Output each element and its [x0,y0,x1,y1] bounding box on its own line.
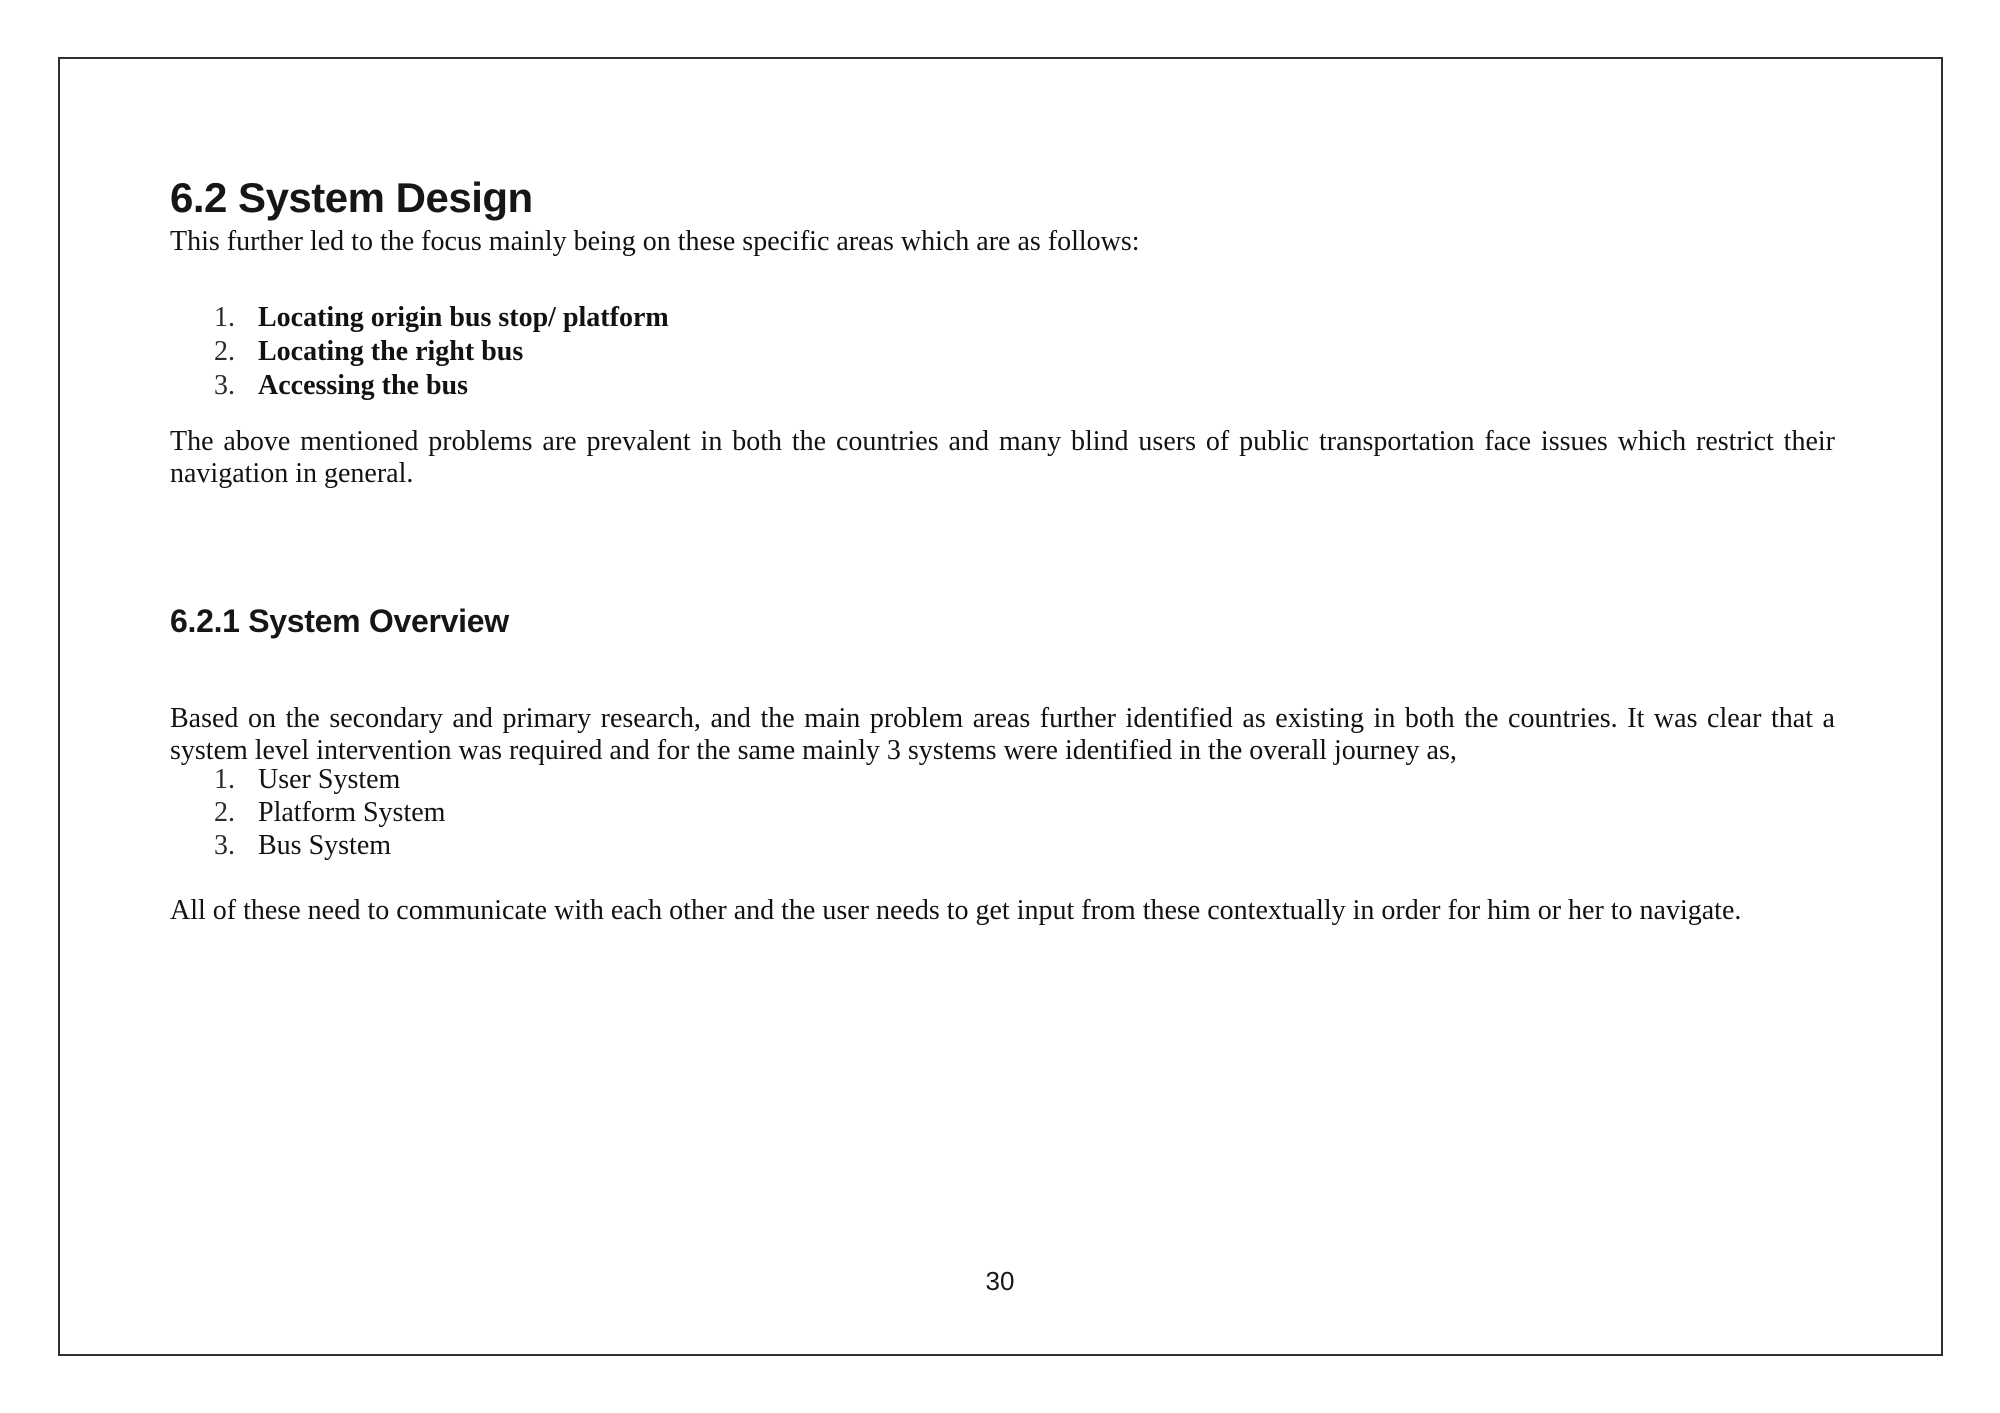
problem-list-item: Accessing the bus [258,370,469,401]
section-summary-paragraph: The above mentioned problems are prevalent in both the countries and many blind users of public transportation face issues which restrict their navigation in general. [170,426,1835,489]
section-intro-paragraph: This further led to the focus mainly being on these specific areas which are as follows: [170,226,1140,257]
system-list-item: User System [258,764,401,795]
subsection-intro-paragraph: Based on the secondary and primary research, and the main problem areas further identified as existing in both the countries. It was clear that a system level intervention was required and for the same mainly 3 systems were identified in the overall journey as, [170,703,1835,766]
page-number: 30 [985,1266,1015,1296]
system-list-item: Platform System [258,797,446,828]
section-heading-system-design: 6.2 System Design [170,174,533,221]
systems-list [170,763,1770,862]
problem-areas-list [170,301,1770,403]
subsection-summary-paragraph: All of these need to communicate with each other and the user needs to get input from these contextually in order for him or her to navigate. [170,895,1742,926]
problem-list-item: Locating origin bus stop/ platform [258,302,669,333]
subsection-heading-system-overview: 6.2.1 System Overview [170,603,509,639]
system-list-item: Bus System [258,830,392,861]
problem-list-item: Locating the right bus [258,336,524,367]
